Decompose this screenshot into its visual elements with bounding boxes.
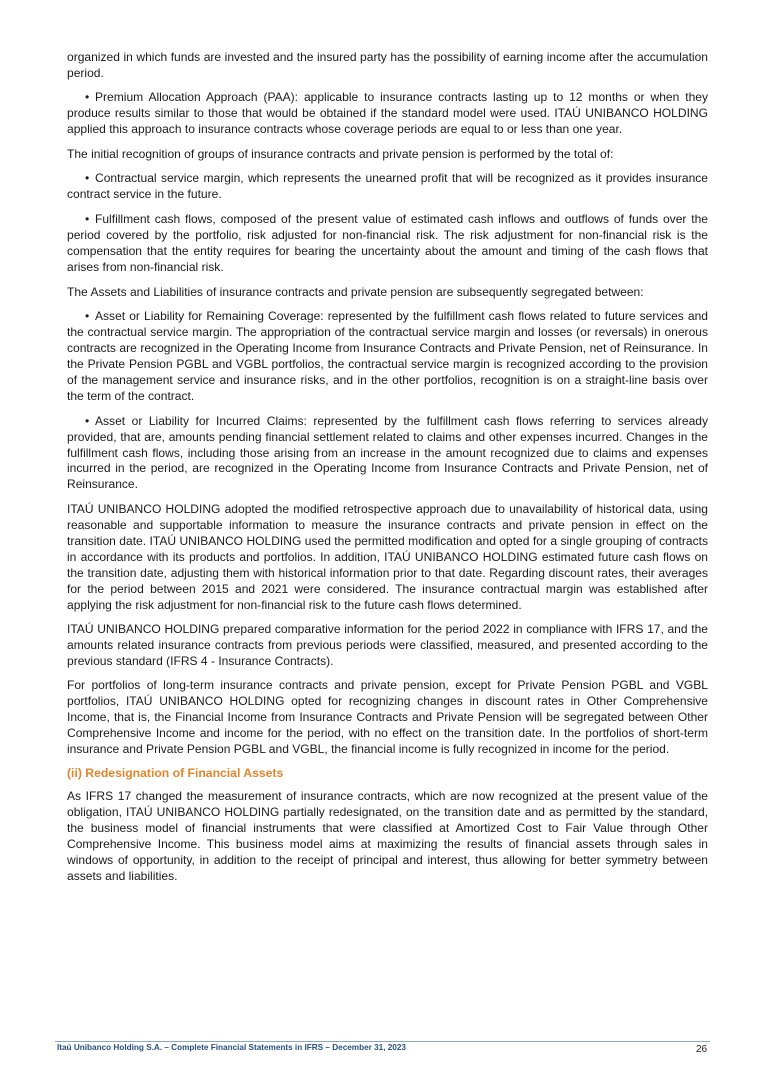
paragraph: The Assets and Liabilities of insurance contracts and private pension are subsequently segregated between: [67,284,644,299]
bullet-icon: • [85,171,90,186]
paragraph: organized in which funds are invested and the insured party has the possibility of earning income after the accumulation period. [67,50,708,80]
page-number: 26 [696,1044,708,1055]
bullet-text: Asset or Liability for Remaining Coverage: represented by the fulfillment cash flows related to future services and the contractual service margin. The appropriation of the contractual service margin and losses (or reversals) in onerous contracts are recognized in the Operating Income from Insurance Contracts and Private Pension, net of Reinsurance. In the Private Pension PGBL and VGBL portfolios, the contractual service margin is recognized according to the provision of the management service and insurance risks, and in the other portfolios, recognition is on a straight-line basis over the term of the contract. [67,309,708,403]
bullet-icon: • [85,212,90,227]
paragraph: As IFRS 17 changed the measurement of insurance contracts, which are now recognized at the present value of the obligation, ITAÚ UNIBANCO HOLDING partially redesignated, on the transition date and as permitted by the standard, the business model of financial instruments that were classified at Amortized Cost to Fair Value through Other Comprehensive Income. This business model aims at maximizing the results of financial assets through sales in windows of opportunity, in addition to the receipt of principal and interest, thus allowing for better symmetry between assets and liabilities. [67,789,708,883]
paragraph: The initial recognition of groups of insurance contracts and private pension is performed by the total of: [67,147,614,162]
footer-text: Itaú Unibanco Holding S.A. – Complete Financial Statements in IFRS – December 31, 2023 [57,1043,406,1052]
bullet-text: Asset or Liability for Incurred Claims: represented by the fulfillment cash flows referring to services already provided, that are, amounts pending financial settlement related to claims and other expenses incurred. Changes in the fulfillment cash flows, including those arising from an increase in the amount recognized due to claims and expenses incurred in the period, are recognized in the Operating Income from Insurance Contracts and Private Pension, net of Reinsurance. [67,413,708,492]
document-body [67,50,708,893]
bullet-icon: • [85,90,90,105]
bullet-paragraph [67,90,708,138]
paragraph: For portfolios of long-term insurance contracts and private pension, except for Private Pension PGBL and VGBL portfolios, ITAÚ UNIBANCO HOLDING opted for recognizing changes in discount rates in Other Comprehensive Income, that is, the Financial Income from Insurance Contracts and Private Pension will be segregated between Other Comprehensive Income and income for the period, with no effect on the transition date. In the portfolios of short-term insurance and Private Pension PGBL and VGBL, the financial income is fully recognized in income for the period. [67,678,708,756]
bullet-icon: • [85,309,90,324]
bullet-text: Fulfillment cash flows, composed of the present value of estimated cash inflows and outflows of funds over the period covered by the portfolio, risk adjusted for non-financial risk. The risk adjustment for non-financial risk is the compensation that the entity requires for bearing the uncertainty about the amount and timing of the cash flows that arises from non-financial risk. [67,212,708,274]
bullet-text: Premium Allocation Approach (PAA): applicable to insurance contracts lasting up to 12 months or when they produce results similar to those that would be obtained if the standard model were used. ITAÚ UNIBANCO HOLDING applied this approach to insurance contracts whose coverage periods are equal to or less than one year. [67,90,708,137]
footer-divider [55,1041,710,1042]
bullet-paragraph [67,309,708,404]
section-heading: (ii) Redesignation of Financial Assets [67,766,284,781]
bullet-paragraph [67,414,708,494]
bullet-paragraph [67,171,708,203]
bullet-icon: • [85,413,90,428]
paragraph: ITAÚ UNIBANCO HOLDING adopted the modified retrospective approach due to unavailability of historical data, using reasonable and supportable information to measure the insurance contracts and private pension in effect on the transition date. ITAÚ UNIBANCO HOLDING used the permitted modification and opted for a single grouping of contracts in accordance with its products and portfolios. In addition, ITAÚ UNIBANCO HOLDING estimated future cash flows on the transition date, adjusting them with historical information prior to that date. Regarding discount rates, their averages for the period between 2015 and 2021 were considered. The insurance contractual margin was established after applying the risk adjustment for non-financial risk to the future cash flows determined. [67,502,708,612]
bullet-text: Contractual service margin, which represents the unearned profit that will be recognized as it provides insurance contract service in the future. [67,171,708,202]
paragraph: ITAÚ UNIBANCO HOLDING prepared comparative information for the period 2022 in compliance with IFRS 17, and the amounts related insurance contracts from previous periods were classified, measured, and presented according to the previous standard (IFRS 4 - Insurance Contracts). [67,622,708,668]
bullet-paragraph [67,212,708,276]
